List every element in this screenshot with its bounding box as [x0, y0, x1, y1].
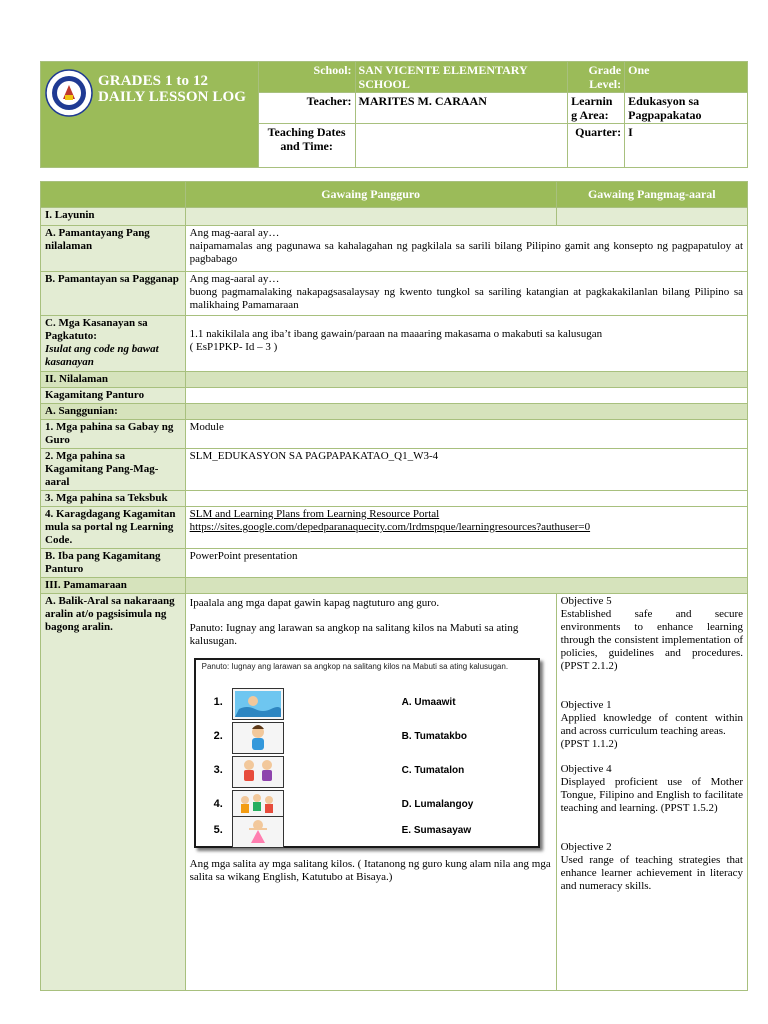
quarter-label: Quarter:: [568, 124, 625, 168]
balik-aral-p1: Ipaalala ang mga dapat gawin kapag nagtuturo ang guro.: [189, 597, 440, 609]
teksbuk-label: 3. Mga pahina sa Teksbuk: [41, 491, 186, 507]
objective-text: Used range of teaching strategies that enhance learner achievement in literacy and numeracy skills.: [560, 854, 743, 892]
activity-item-number: 2.: [213, 730, 223, 742]
layunin-label: I. Layunin: [41, 208, 186, 226]
objective-text: Applied knowledge of content within and across curriculum teaching areas.: [560, 712, 743, 737]
title-line-2: DAILY LESSON LOG: [98, 89, 247, 105]
kasanayan-line-1: 1.1 nakikilala ang iba’t ibang gawain/paraan na maaaring makasama o makabuti sa kalusugan: [189, 328, 603, 340]
kasanayan-label: C. Mga Kasanayan sa Pagkatuto:: [45, 317, 148, 342]
iba-value: PowerPoint presentation: [185, 549, 747, 578]
gabay-label: 1. Mga pahina sa Gabay ng Guro: [41, 420, 186, 449]
balik-aral-p2: Panuto: Iugnay ang larawan sa angkop na salitang kilos na Mabuti sa ating kalusugan.: [189, 622, 519, 647]
pagganap-line-2: buong pagmamalaking nakapagsasalaysay ng kwento tungkol sa sariling katangian at pagkakakilanlan bilang Pilipino sa malikhaing Pamamaraan: [189, 286, 743, 311]
pangmag-row: [41, 449, 748, 491]
activity-item-number: 4.: [213, 798, 223, 810]
activity-item: [196, 816, 538, 850]
objective-text: Established safe and secure environments to enhance learning through the consistent implementation of policies, guidelines and procedures. (PPST 2.1.2): [560, 608, 743, 672]
balik-aral-row: [41, 594, 748, 991]
dancing-child-icon: [232, 816, 284, 848]
activity-item: [196, 688, 538, 722]
matching-activity-image: [194, 658, 540, 848]
iba-label: B. Iba pang Kagamitang Panturo: [41, 549, 186, 578]
nilalaman-row: [41, 372, 748, 388]
layunin-row: [41, 208, 748, 226]
pagganap-line-1: Ang mag-aaral ay…: [189, 273, 280, 285]
learning-area-value: Edukasyon sa Pagpapakatao: [625, 93, 748, 124]
kasanayan-line-2: ( EsP1PKP- Id – 3 ): [189, 341, 278, 353]
gabay-row: [41, 420, 748, 449]
objective-title: Objective 1: [560, 699, 612, 711]
learning-area-label: Learnin g Area:: [568, 93, 625, 124]
activity-item-word: B. Tumatakbo: [401, 731, 468, 742]
teacher-column-header: Gawaing Pangguro: [185, 182, 556, 208]
grade-label: Grade Level:: [568, 62, 625, 93]
balik-aral-p3: Ang mga salita ay mga salitang kilos. ( Itatanong ng guro kung alam nila ang mga salita sa wikang English, Katutubo at Bisaya.): [189, 858, 551, 883]
pamantayang-line-2: naipamamalas ang pagunawa sa kahalagahan ng pagkilala sa sarili bilang Pilipino gamit ang konsepto ng pagpapatuloy at pagbabago: [189, 240, 743, 265]
activity-item: [196, 722, 538, 756]
singing-child-icon: [232, 722, 284, 754]
header-table: [40, 61, 748, 168]
quarter-value: I: [625, 124, 748, 168]
objective-code: (PPST 1.1.2): [560, 738, 618, 750]
activity-item-word: D. Lumalangoy: [401, 799, 474, 810]
pamamaraan-row: [41, 578, 748, 594]
objective-title: Objective 2: [560, 841, 612, 853]
objective-title: Objective 4: [560, 763, 612, 775]
pamantayang-line-1: Ang mag-aaral ay…: [189, 227, 280, 239]
school-label: School:: [258, 62, 355, 93]
iba-row: [41, 549, 748, 578]
activity-item-number: 3.: [213, 764, 223, 776]
karagdagang-label: 4. Karagdagang Kagamitan mula sa portal ng Learning Code.: [41, 507, 186, 549]
lesson-table: [40, 181, 748, 991]
objective-title: Objective 5: [560, 595, 612, 607]
pagganap-label: B. Pamantayan sa Pagganap: [41, 272, 186, 316]
activity-item-word: A. Umaawit: [401, 697, 456, 708]
deped-seal-icon: [45, 69, 93, 117]
column-header-row: [41, 182, 748, 208]
pamantayang-label: A. Pamantayang Pang nilalaman: [41, 226, 186, 272]
pamantayang-row: [41, 226, 748, 272]
swimming-child-icon: [232, 688, 284, 720]
activity-item-number: 1.: [213, 696, 223, 708]
learner-column-header: Gawaing Pangmag-aaral: [556, 182, 747, 208]
balik-aral-label: A. Balik-Aral sa nakaraang aralin at/o pagsisimula ng bagong aralin.: [41, 594, 186, 991]
portal-url-link[interactable]: https://sites.google.com/depedparanaquecity.com/lrdmspque/learningresources?authuser=0: [189, 521, 591, 533]
gabay-value: Module: [185, 420, 747, 449]
dates-label: Teaching Dates and Time:: [258, 124, 355, 168]
title-line-1: GRADES 1 to 12: [98, 73, 209, 89]
teacher-value: MARITES M. CARAAN: [355, 93, 568, 124]
pagganap-row: [41, 272, 748, 316]
sanggunian-row: [41, 404, 748, 420]
sanggunian-label: A. Sanggunian:: [41, 404, 186, 420]
portal-link[interactable]: SLM and Learning Plans from Learning Resource Portal: [189, 508, 440, 520]
activity-instruction: Panuto: Iugnay ang larawan sa angkop na salitang kilos na Mabuti sa ating kalusugan.: [201, 662, 509, 671]
pangmag-value: SLM_EDUKASYON SA PAGPAPAKATAO_Q1_W3-4: [185, 449, 747, 491]
teksbuk-row: [41, 491, 748, 507]
teacher-label: Teacher:: [258, 93, 355, 124]
school-value: SAN VICENTE ELEMENTARY SCHOOL: [355, 62, 568, 93]
running-children-icon: [232, 756, 284, 788]
pamamaraan-label: III. Pamamaraan: [41, 578, 186, 594]
activity-item-word: E. Sumasayaw: [401, 825, 472, 836]
kasanayan-sublabel: Isulat ang code ng bawat kasanayan: [45, 343, 159, 368]
kasanayan-row: [41, 316, 748, 372]
activity-item-word: C. Tumatalon: [401, 765, 465, 776]
objectives-cell: [556, 594, 747, 991]
objective-text: Displayed proficient use of Mother Tongue, Filipino and English to facilitate teaching and learning. (PPST 1.5.2): [560, 776, 743, 814]
activity-item-number: 5.: [213, 824, 223, 836]
dates-value: [355, 124, 568, 168]
activity-item: [196, 756, 538, 790]
brand-cell: [41, 62, 259, 168]
nilalaman-label: II. Nilalaman: [41, 372, 186, 388]
karagdagang-row: [41, 507, 748, 549]
pangmag-label: 2. Mga pahina sa Kagamitang Pang-Mag-aaral: [41, 449, 186, 491]
grade-value: One: [625, 62, 748, 93]
kagamitan-label: Kagamitang Panturo: [41, 388, 186, 404]
kagamitan-row: [41, 388, 748, 404]
